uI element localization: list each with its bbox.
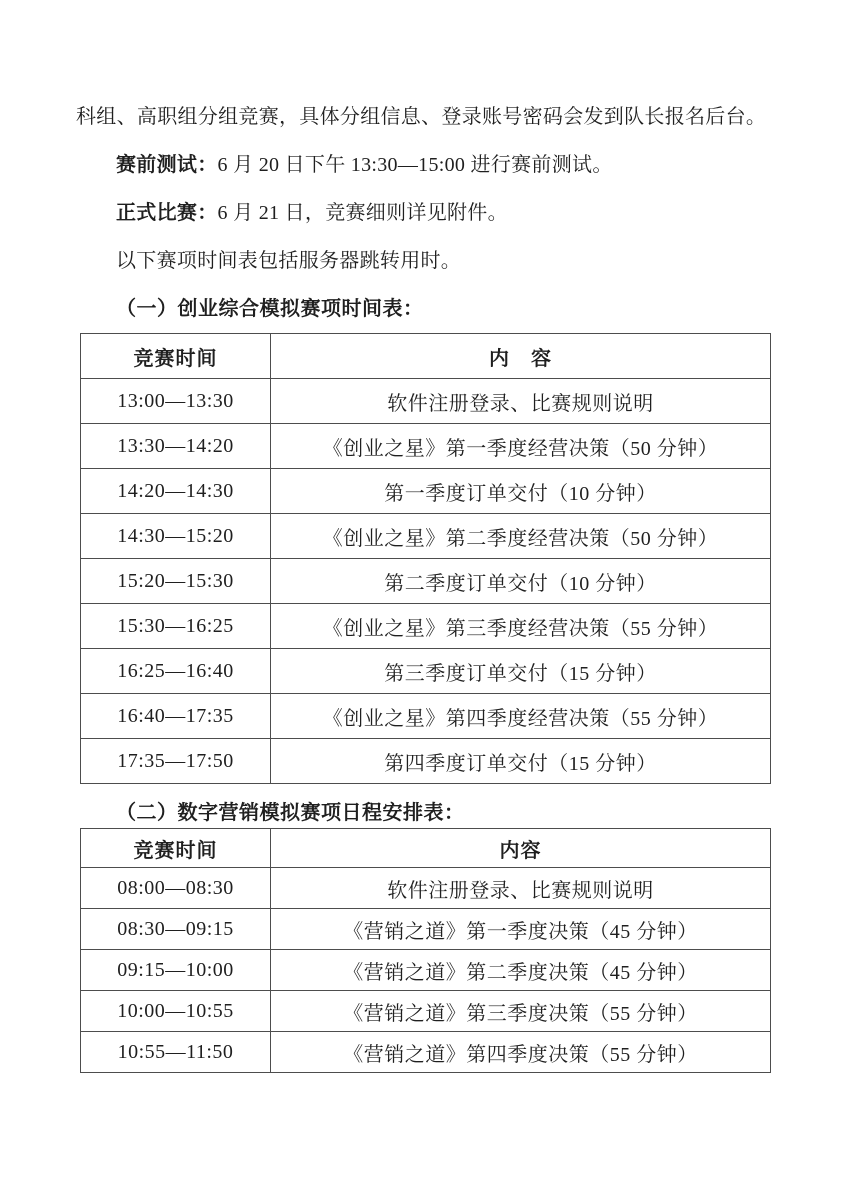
table-row [81,991,771,1032]
time-cell: 15:20—15:30 [81,559,271,604]
time-cell: 10:00—10:55 [81,991,271,1032]
content-cell: 软件注册登录、比赛规则说明 [271,868,771,909]
time-cell: 13:30—14:20 [81,424,271,469]
content-cell: 第二季度订单交付（10 分钟） [271,559,771,604]
table-row [81,950,771,991]
formal-match-text: 6 月 21 日，竞赛细则详见附件。 [217,202,508,224]
time-cell: 16:40—17:35 [81,694,271,739]
time-cell: 15:30—16:25 [81,604,271,649]
pretest-text: 6 月 20 日下午 13:30—15:00 进行赛前测试。 [217,154,613,176]
table-row [81,379,771,424]
table-row [81,868,771,909]
content-cell: 《营销之道》第四季度决策（55 分钟） [271,1032,771,1073]
schedule-note: 以下赛项时间表包括服务器跳转用时。 [116,250,462,272]
pretest-label: 赛前测试： [116,154,218,176]
time-cell: 17:35—17:50 [81,739,271,784]
time-cell: 08:30—09:15 [81,909,271,950]
table-header-row [81,829,771,868]
time-column-header: 竞赛时间 [81,334,271,379]
content-cell: 《创业之星》第四季度经营决策（55 分钟） [271,694,771,739]
table-header-row [81,334,771,379]
table-row [81,909,771,950]
content-cell: 《营销之道》第二季度决策（45 分钟） [271,950,771,991]
table-row [81,739,771,784]
time-cell: 08:00—08:30 [81,868,271,909]
table-body [81,868,771,1073]
table-body [81,379,771,784]
content-cell: 第三季度订单交付（15 分钟） [271,649,771,694]
time-cell: 14:30—15:20 [81,514,271,559]
time-cell: 16:25—16:40 [81,649,271,694]
intro-paragraph: 科组、高职组分组竞赛，具体分组信息、登录账号密码会发到队长报名后台。 [76,106,767,128]
section2-heading: （二）数字营销模拟赛项日程安排表： [116,802,465,824]
content-cell: 第四季度订单交付（15 分钟） [271,739,771,784]
entrepreneurship-schedule-table [80,333,771,784]
pretest-paragraph [76,150,776,180]
table-row [81,604,771,649]
content-cell: 《创业之星》第二季度经营决策（50 分钟） [271,514,771,559]
content-cell: 《营销之道》第一季度决策（45 分钟） [271,909,771,950]
content-cell: 《营销之道》第三季度决策（55 分钟） [271,991,771,1032]
table-row [81,469,771,514]
time-column-header: 竞赛时间 [81,829,271,868]
content-cell: 软件注册登录、比赛规则说明 [271,379,771,424]
formal-match-paragraph [76,198,776,228]
time-cell: 13:00—13:30 [81,379,271,424]
section1-heading: （一）创业综合模拟赛项时间表： [116,298,424,320]
time-cell: 14:20—14:30 [81,469,271,514]
content-column-header: 内 容 [271,334,771,379]
table-row [81,514,771,559]
content-cell: 《创业之星》第一季度经营决策（50 分钟） [271,424,771,469]
formal-match-label: 正式比赛： [116,202,218,224]
content-cell: 《创业之星》第三季度经营决策（55 分钟） [271,604,771,649]
digital-marketing-schedule-table [80,828,771,1073]
time-cell: 09:15—10:00 [81,950,271,991]
table-row [81,559,771,604]
content-column-header: 内容 [271,829,771,868]
table-row [81,424,771,469]
table-row [81,694,771,739]
content-cell: 第一季度订单交付（10 分钟） [271,469,771,514]
table-row [81,1032,771,1073]
time-cell: 10:55—11:50 [81,1032,271,1073]
table-row [81,649,771,694]
